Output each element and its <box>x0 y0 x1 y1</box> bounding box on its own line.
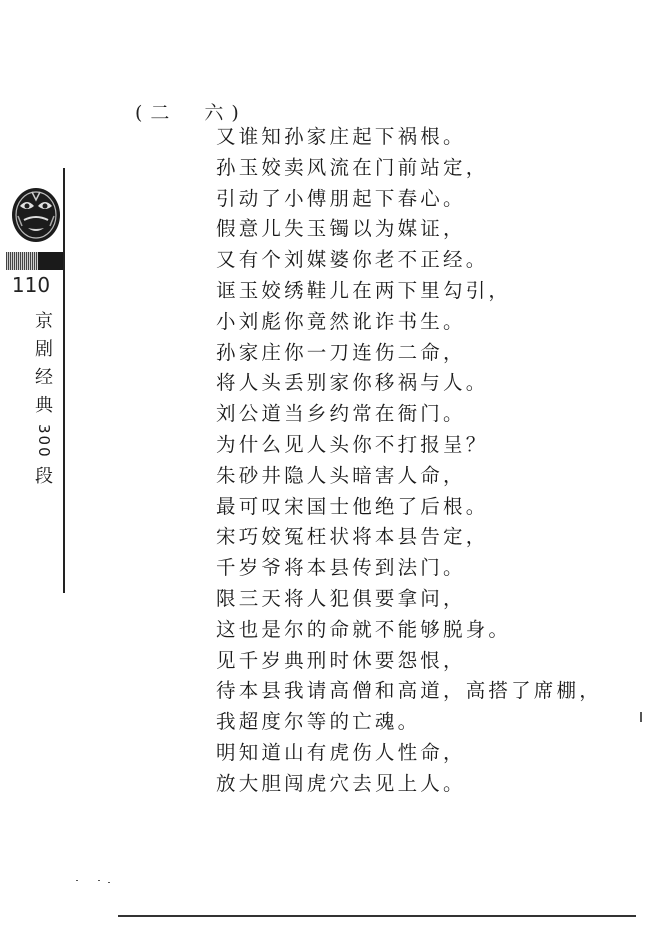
page-number: 110 <box>11 273 51 297</box>
section-heading: (二 六) <box>135 102 247 124</box>
mask-emblem-icon <box>10 186 62 244</box>
verse-line: 引动了小傅朋起下春心。 <box>216 186 466 210</box>
book-title-vertical <box>33 308 55 491</box>
book-title-number: 300 <box>35 424 53 459</box>
margin-vertical-rule <box>63 168 65 593</box>
verse-line: 明知道山有虎伤人性命， <box>216 740 466 764</box>
scan-speck <box>76 880 78 881</box>
book-title-char: 剧 <box>35 339 53 360</box>
verse-line: 放大胆闯虎穴去见上人。 <box>216 771 466 795</box>
verse-line: 诓玉姣绣鞋儿在两下里勾引， <box>216 278 512 302</box>
footer-rule <box>118 915 636 917</box>
verse-list <box>216 122 602 800</box>
verse-line: 刘公道当乡约常在衙门。 <box>216 402 466 426</box>
verse-line: 小刘彪你竟然讹诈书生。 <box>216 309 466 333</box>
verse-line: 见千岁典刑时休要怨恨， <box>216 648 466 672</box>
verse-line: 又有个刘媒婆你老不正经。 <box>216 248 489 272</box>
verse-line: 我超度尔等的亡魂。 <box>216 710 421 734</box>
verse-line: 千岁爷将本县传到法门。 <box>216 556 466 580</box>
book-title-char: 典 <box>35 395 53 416</box>
verse-line: 孙玉姣卖风流在门前站定， <box>216 155 489 179</box>
verse-line: 朱砂井隐人头暗害人命， <box>216 463 466 487</box>
scan-speck <box>98 880 100 881</box>
verse-line: 最可叹宋国士他绝了后根。 <box>216 494 489 518</box>
margin-hatch-block <box>38 252 64 270</box>
verse-line: 宋巧姣冤枉状将本县告定， <box>216 525 489 549</box>
verse-line: 又谁知孙家庄起下祸根。 <box>216 125 466 148</box>
book-title-char: 段 <box>35 465 53 487</box>
verse-line: 假意儿失玉镯以为媒证， <box>216 217 466 241</box>
verse-line: 这也是尔的命就不能够脱身。 <box>216 617 512 641</box>
scan-speck <box>108 882 110 883</box>
verse-line: 孙家庄你一刀连伤二命， <box>216 340 466 364</box>
book-title-char: 京 <box>35 311 53 332</box>
verse-line: 将人头丢别家你移祸与人。 <box>216 371 489 395</box>
verse-line: 限三天将人犯俱要拿问， <box>216 586 466 610</box>
scan-speck <box>640 712 642 722</box>
verse-line: 待本县我请高僧和高道，高搭了席棚， <box>216 679 602 703</box>
verse-line: 为什么见人头你不打报呈？ <box>216 432 489 456</box>
book-title-char: 经 <box>35 367 53 388</box>
